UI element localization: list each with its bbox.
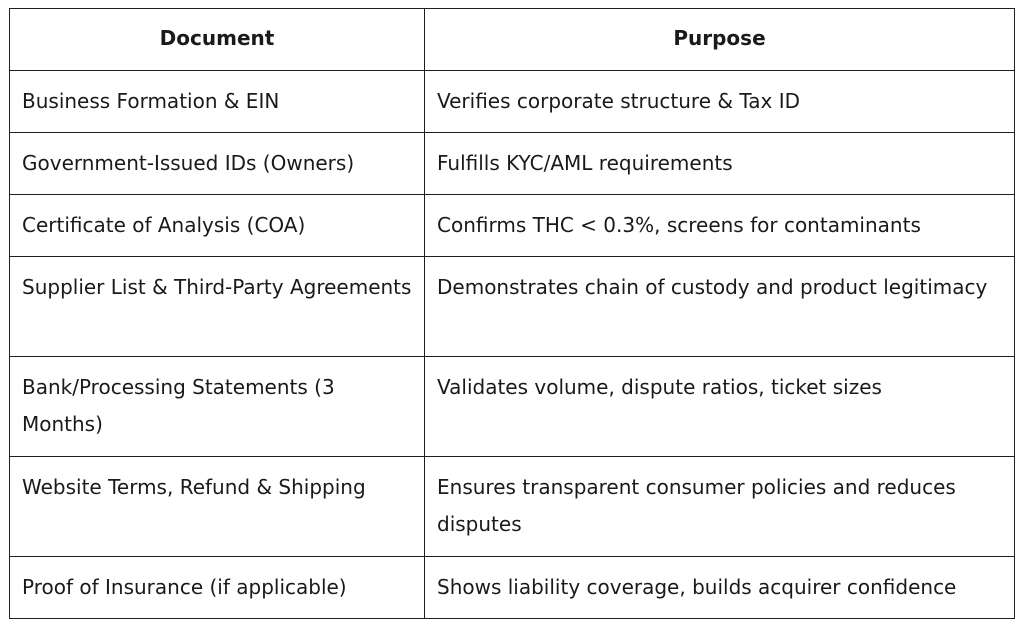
document-cell: Supplier List & Third-Party Agreements [10, 257, 425, 357]
purpose-cell: Shows liability coverage, builds acquirer confidence [425, 557, 1015, 619]
column-header-document: Document [10, 9, 425, 71]
table-row [10, 357, 1015, 457]
document-cell: Certificate of Analysis (COA) [10, 195, 425, 257]
document-cell: Website Terms, Refund & Shipping [10, 457, 425, 557]
purpose-cell: Confirms THC < 0.3%, screens for contaminants [425, 195, 1015, 257]
purpose-cell: Ensures transparent consumer policies and reduces disputes [425, 457, 1015, 557]
table-header-row [10, 9, 1015, 71]
table-row [10, 71, 1015, 133]
purpose-cell: Demonstrates chain of custody and product legitimacy [425, 257, 1015, 357]
table-row [10, 195, 1015, 257]
document-cell: Government-Issued IDs (Owners) [10, 133, 425, 195]
table-row [10, 557, 1015, 619]
table-row [10, 457, 1015, 557]
document-cell: Bank/Processing Statements (3 Months) [10, 357, 425, 457]
purpose-cell: Verifies corporate structure & Tax ID [425, 71, 1015, 133]
purpose-cell: Validates volume, dispute ratios, ticket sizes [425, 357, 1015, 457]
column-header-purpose: Purpose [425, 9, 1015, 71]
purpose-cell: Fulfills KYC/AML requirements [425, 133, 1015, 195]
document-cell: Business Formation & EIN [10, 71, 425, 133]
table-row [10, 133, 1015, 195]
documents-table [9, 8, 1015, 619]
table-row [10, 257, 1015, 357]
document-cell: Proof of Insurance (if applicable) [10, 557, 425, 619]
